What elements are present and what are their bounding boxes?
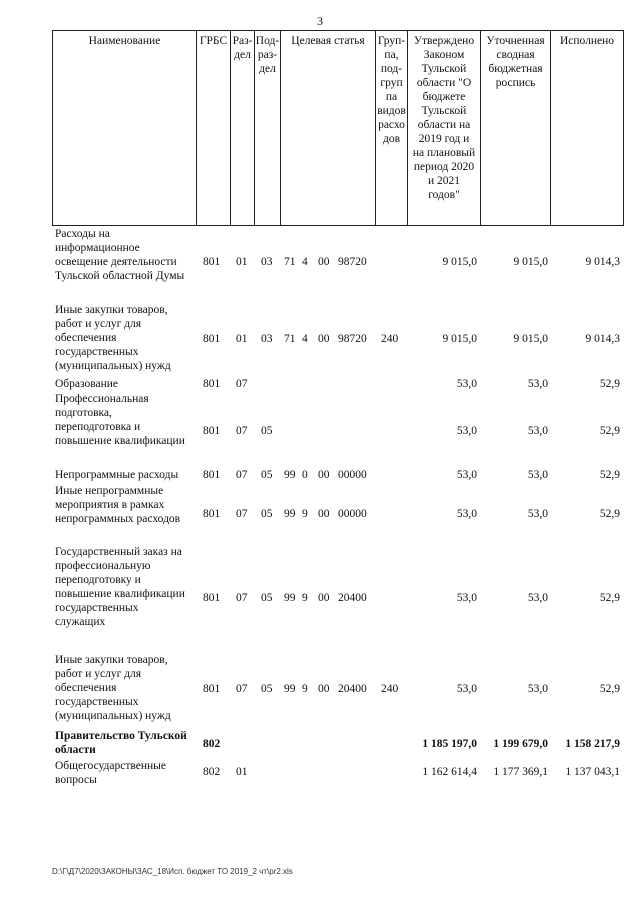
row-name: Иные закупки товаров, работ и услуг для обеспечения государственных (муниципальных) нужд bbox=[55, 304, 171, 372]
row-cs3: 00 bbox=[318, 592, 330, 604]
row-cs2: 4 bbox=[302, 256, 308, 268]
row-utverzhdeno: 9 015,0 bbox=[442, 333, 477, 345]
file-path-footer: D:\Г\Д7\2020\ЗАКОНЫ\ЗАС_18\Исп. бюджет ТО 2019_2 чт\pr2.xls bbox=[52, 867, 293, 876]
header-tselevaya-statya: Целевая статья bbox=[280, 30, 375, 226]
row-razdel: 01 bbox=[236, 766, 248, 778]
row-cs2: 9 bbox=[302, 683, 308, 695]
row-razdel: 01 bbox=[236, 333, 248, 345]
header-utverzhdeno: Утверждено Законом Тульской области "О бюджете Тульской области на 2019 год и на плановый период 2020 и 2021 годов" bbox=[407, 30, 480, 226]
row-grbs: 802 bbox=[203, 766, 221, 778]
row-utverzhdeno: 53,0 bbox=[456, 469, 477, 481]
row-podrazdel: 05 bbox=[261, 592, 273, 604]
row-utverzhdeno: 53,0 bbox=[456, 425, 477, 437]
row-cs2: 9 bbox=[302, 592, 308, 604]
row-grbs: 802 bbox=[203, 738, 221, 750]
row-podrazdel: 05 bbox=[261, 508, 273, 520]
page-number: 3 bbox=[317, 14, 323, 28]
row-utverzhdeno: 53,0 bbox=[456, 683, 477, 695]
row-ispolneno: 52,9 bbox=[599, 425, 620, 437]
header-podrazdel: Под- раз- дел bbox=[254, 30, 280, 226]
row-utverzhdeno: 1 185 197,0 bbox=[422, 738, 477, 750]
row-ispolneno: 52,9 bbox=[599, 378, 620, 390]
row-grbs: 801 bbox=[203, 683, 221, 695]
row-utochnennaya: 1 199 679,0 bbox=[493, 738, 548, 750]
row-ispolneno: 52,9 bbox=[599, 508, 620, 520]
row-ispolneno: 9 014,3 bbox=[585, 256, 620, 268]
row-razdel: 07 bbox=[236, 378, 248, 390]
row-name: Государственный заказ на профессиональную переподготовку и повышение квалификации государственных служащих bbox=[55, 546, 185, 628]
row-name: Профессиональная подготовка, переподготовка и повышение квалификации bbox=[55, 393, 185, 447]
row-cs4: 00000 bbox=[338, 508, 367, 520]
row-podrazdel: 03 bbox=[261, 333, 273, 345]
row-utverzhdeno: 9 015,0 bbox=[442, 256, 477, 268]
row-podrazdel: 05 bbox=[261, 469, 273, 481]
row-grp: 240 bbox=[381, 333, 399, 345]
row-cs4: 20400 bbox=[338, 683, 367, 695]
row-ispolneno: 9 014,3 bbox=[585, 333, 620, 345]
row-ispolneno: 52,9 bbox=[599, 469, 620, 481]
row-razdel: 07 bbox=[236, 508, 248, 520]
row-grp: 240 bbox=[381, 683, 399, 695]
row-name: Образование bbox=[55, 378, 119, 390]
row-razdel: 07 bbox=[236, 469, 248, 481]
row-utochnennaya: 53,0 bbox=[527, 425, 548, 437]
row-name: Иные непрограммные мероприятия в рамках непрограммных расходов bbox=[55, 485, 181, 525]
row-utverzhdeno: 53,0 bbox=[456, 378, 477, 390]
row-grbs: 801 bbox=[203, 333, 221, 345]
row-cs2: 4 bbox=[302, 333, 308, 345]
row-cs4: 00000 bbox=[338, 469, 367, 481]
row-cs3: 00 bbox=[318, 508, 330, 520]
row-utochnennaya: 53,0 bbox=[527, 469, 548, 481]
row-podrazdel: 03 bbox=[261, 256, 273, 268]
row-utochnennaya: 9 015,0 bbox=[513, 256, 548, 268]
row-cs3: 00 bbox=[318, 256, 330, 268]
header-grbs: ГРБС bbox=[196, 30, 230, 226]
row-cs3: 00 bbox=[318, 469, 330, 481]
row-utochnennaya: 53,0 bbox=[527, 508, 548, 520]
row-razdel: 07 bbox=[236, 592, 248, 604]
row-utochnennaya: 53,0 bbox=[527, 592, 548, 604]
row-cs4: 20400 bbox=[338, 592, 367, 604]
row-cs1: 71 bbox=[284, 256, 296, 268]
header-razdel: Раз- дел bbox=[230, 30, 254, 226]
row-grbs: 801 bbox=[203, 425, 221, 437]
row-ispolneno: 1 137 043,1 bbox=[565, 766, 620, 778]
row-cs1: 71 bbox=[284, 333, 296, 345]
row-razdel: 07 bbox=[236, 683, 248, 695]
row-razdel: 07 bbox=[236, 425, 248, 437]
row-utverzhdeno: 53,0 bbox=[456, 592, 477, 604]
header-name: Наименование bbox=[52, 30, 196, 226]
row-grbs: 801 bbox=[203, 256, 221, 268]
row-cs4: 98720 bbox=[338, 256, 367, 268]
row-grbs: 801 bbox=[203, 469, 221, 481]
row-name: Правительство Тульской области bbox=[55, 730, 187, 756]
row-utochnennaya: 9 015,0 bbox=[513, 333, 548, 345]
header-utochnennaya: Уточненная сводная бюджетная роспись bbox=[480, 30, 550, 226]
row-podrazdel: 05 bbox=[261, 425, 273, 437]
row-utverzhdeno: 1 162 614,4 bbox=[422, 766, 477, 778]
row-grbs: 801 bbox=[203, 378, 221, 390]
row-utochnennaya: 53,0 bbox=[527, 378, 548, 390]
row-ispolneno: 52,9 bbox=[599, 683, 620, 695]
row-cs2: 0 bbox=[302, 469, 308, 481]
row-name: Непрограммные расходы bbox=[55, 469, 179, 481]
row-cs1: 99 bbox=[284, 508, 296, 520]
row-cs3: 00 bbox=[318, 333, 330, 345]
header-gruppa: Груп- па, под- груп па видов расхо дов bbox=[375, 30, 407, 226]
row-ispolneno: 1 158 217,9 bbox=[565, 738, 620, 750]
row-podrazdel: 05 bbox=[261, 683, 273, 695]
row-cs1: 99 bbox=[284, 683, 296, 695]
row-name: Расходы на информационное освещение деятельности Тульской областной Думы bbox=[55, 228, 185, 282]
row-cs4: 98720 bbox=[338, 333, 367, 345]
header-ispolneno: Исполнено bbox=[550, 30, 624, 226]
row-utverzhdeno: 53,0 bbox=[456, 508, 477, 520]
row-name: Иные закупки товаров, работ и услуг для обеспечения государственных (муниципальных) нужд bbox=[55, 654, 171, 722]
row-name: Общегосударственные вопросы bbox=[55, 760, 167, 786]
row-utochnennaya: 53,0 bbox=[527, 683, 548, 695]
row-utochnennaya: 1 177 369,1 bbox=[493, 766, 548, 778]
row-cs1: 99 bbox=[284, 592, 296, 604]
row-cs2: 9 bbox=[302, 508, 308, 520]
row-razdel: 01 bbox=[236, 256, 248, 268]
row-grbs: 801 bbox=[203, 592, 221, 604]
row-ispolneno: 52,9 bbox=[599, 592, 620, 604]
row-cs3: 00 bbox=[318, 683, 330, 695]
row-grbs: 801 bbox=[203, 508, 221, 520]
row-cs1: 99 bbox=[284, 469, 296, 481]
